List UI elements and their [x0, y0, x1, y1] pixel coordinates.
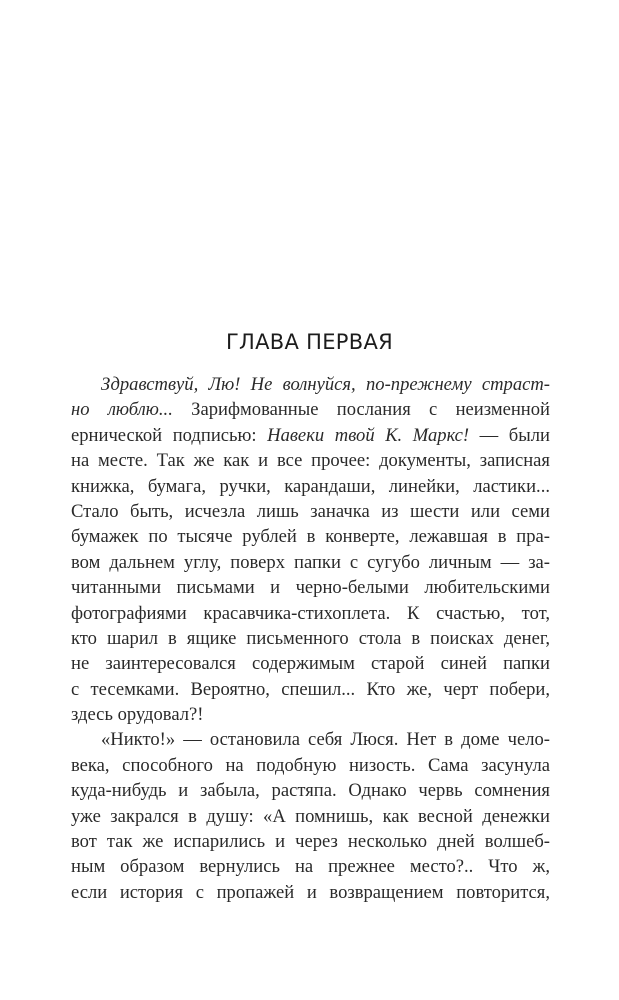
text-line: если история с пропажей и возвращением повторится,	[71, 881, 550, 903]
text-line: уже закрался в душу: «А помнишь, как весной денежки	[71, 805, 550, 827]
text-segment-italic: Здравствуй, Лю! Не волнуйся, по-прежнему страст-	[101, 374, 550, 395]
text-line: здесь орудовал?!	[71, 704, 204, 726]
text-line: «Никто!» — остановила себя Люся. Нет в доме чело-	[101, 729, 550, 751]
text-line: читанными письмами и черно-белыми любительскими	[71, 577, 550, 599]
text-segment-italic: но люблю...	[71, 399, 173, 421]
text-segment: — были	[469, 424, 550, 446]
text-line: бумажек по тысяче рублей в конверте, лежавшая в пра-	[71, 526, 550, 548]
text-segment: ернической подписью:	[71, 424, 268, 446]
text-line: фотографиями красавчика-стихоплета. К счастью, тот,	[71, 602, 550, 624]
text-line	[71, 397, 550, 422]
chapter-body	[71, 372, 550, 905]
text-line: Стало быть, исчезла лишь заначка из шести или семи	[71, 500, 550, 522]
chapter-title: ГЛАВА ПЕРВАЯ	[225, 330, 394, 354]
text-line: вот так же испарились и через несколько дней волшеб-	[71, 831, 550, 853]
text-line: на месте. Так же как и все прочее: документы, записная	[71, 450, 550, 472]
text-line: кто шарил в ящике письменного стола в поисках денег,	[71, 627, 550, 649]
text-line: книжка, бумага, ручки, карандаши, линейки, ластики...	[71, 475, 550, 497]
text-line: куда-нибудь и забыла, растяпа. Однако червь сомнения	[71, 780, 550, 802]
text-segment: Зарифмованные послания с неизменной	[172, 399, 550, 421]
text-line: с тесемками. Вероятно, спешил... Кто же, черт побери,	[71, 678, 550, 700]
text-line: ным образом вернулись на прежнее место?.. Что ж,	[71, 856, 550, 878]
text-line	[71, 423, 550, 448]
text-segment-italic: Навеки твой К. Маркс!	[267, 424, 470, 446]
text-line: не заинтересовался содержимым старой синей папки	[71, 653, 550, 675]
text-line	[71, 372, 550, 397]
text-line: века, способного на подобную низость. Сама засунула	[71, 754, 550, 776]
text-line: вом дальнем углу, поверх папки с сугубо личным — за-	[71, 551, 550, 573]
